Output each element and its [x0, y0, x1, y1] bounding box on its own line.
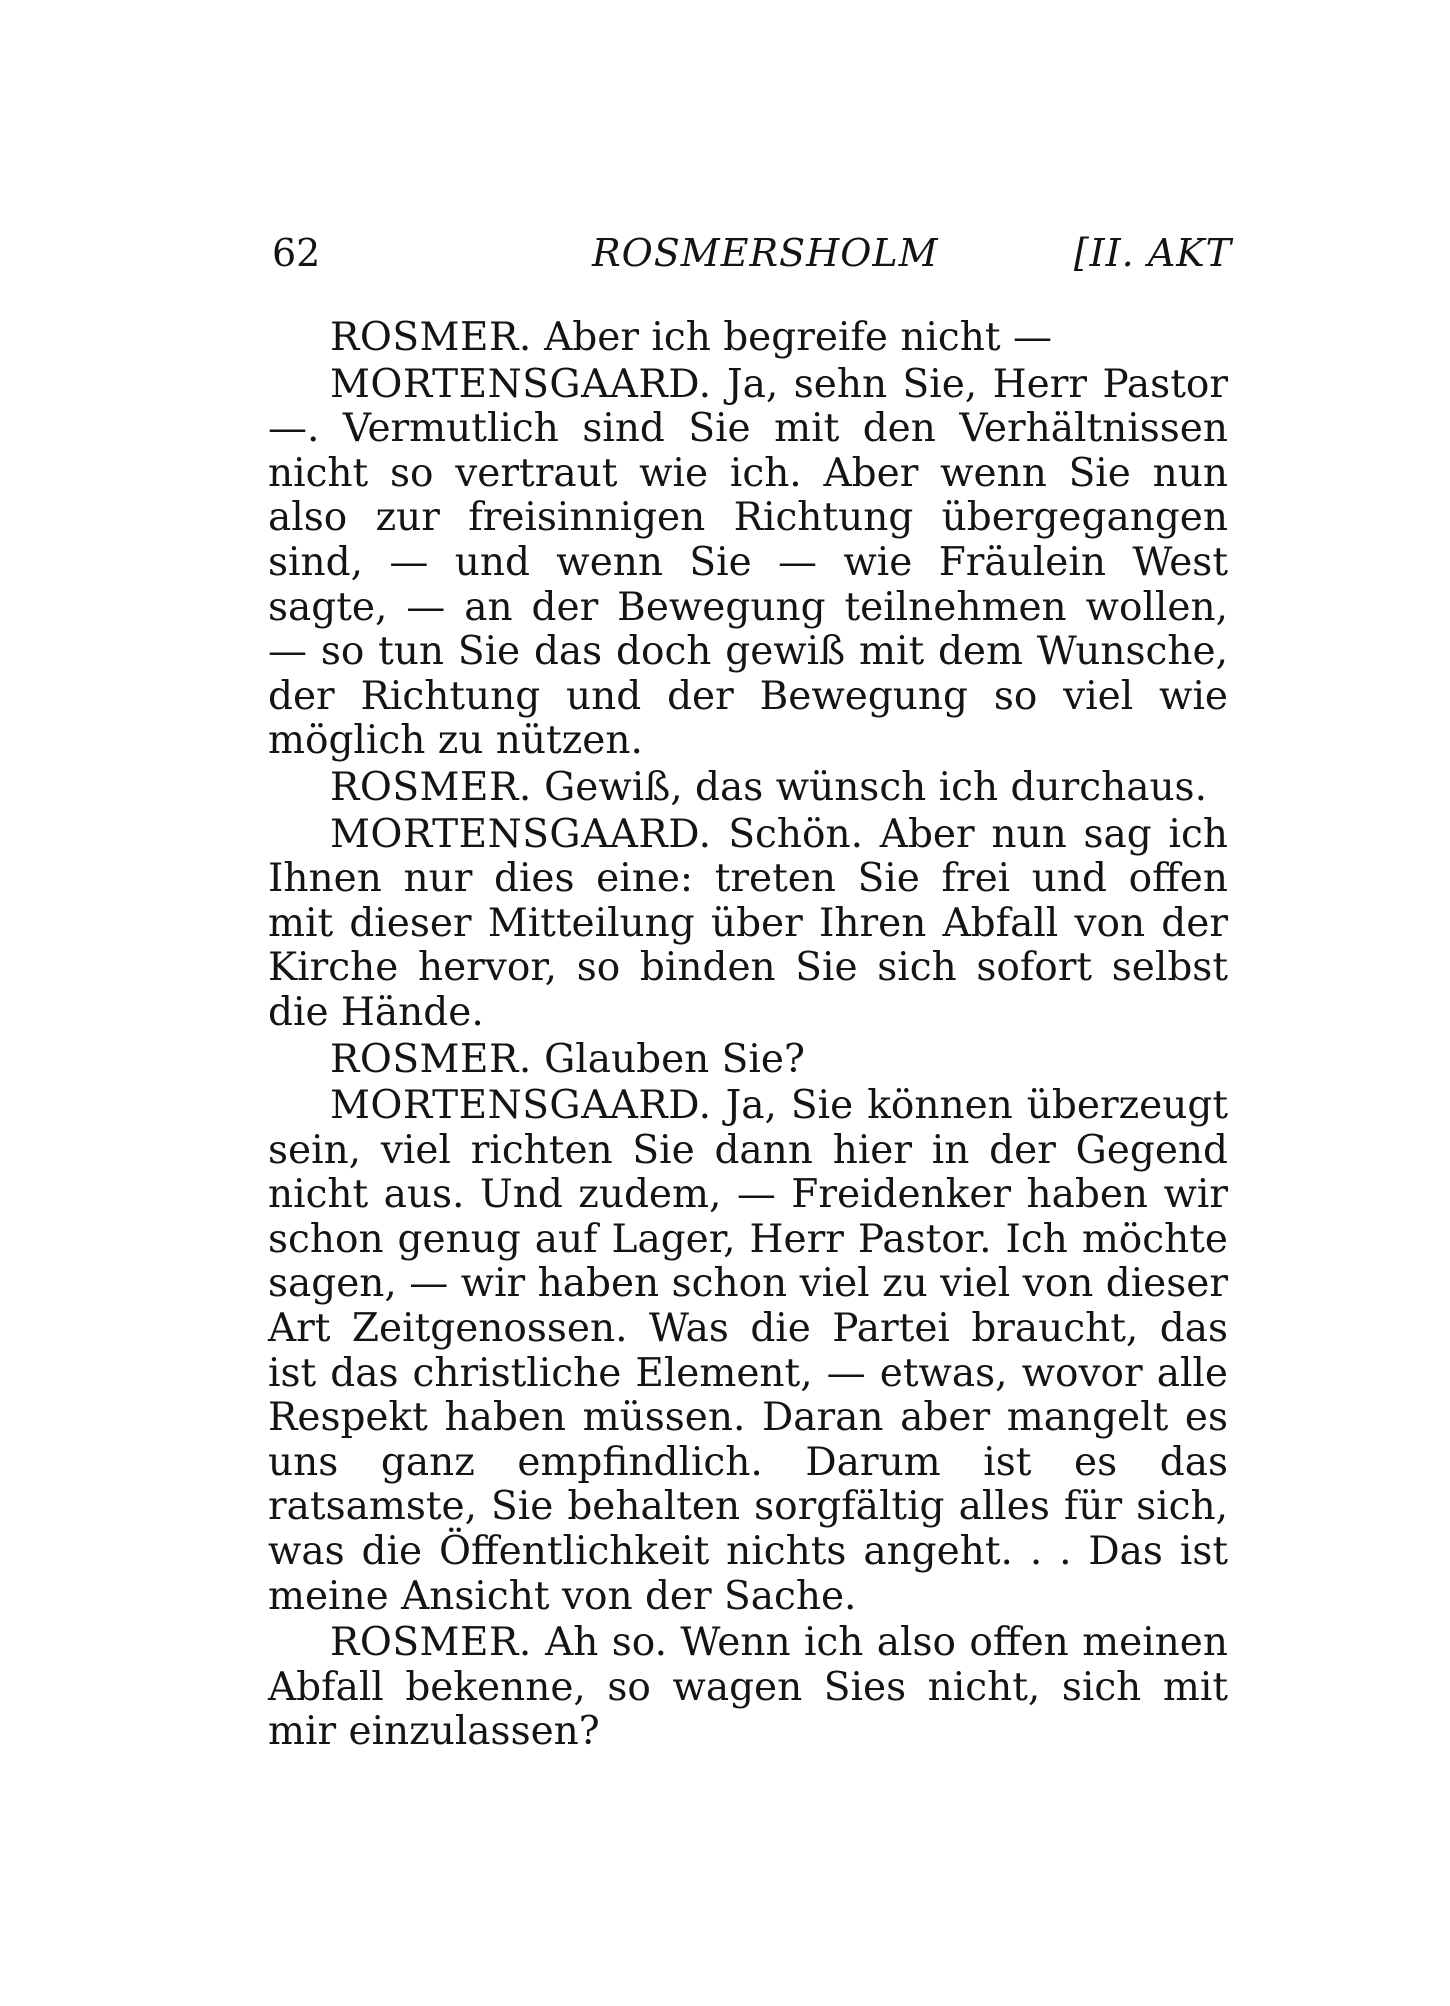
- dialogue-line: Glauben Sie?: [544, 1036, 805, 1082]
- running-title: ROSMERSHOLM: [592, 231, 939, 275]
- dialogue-line: Ja, sehn Sie, Herr Pastor —. Vermutlich sind Sie mit den Verhältnissen nicht so vertraut wie ich. Aber wenn Sie nun also zur freisinnigen Richtung übergegangen sind, — und wenn Sie — wie Fräulein West sagte, — an der Bewegung teilnehmen wollen, — so tun Sie das doch gewiß mit dem Wunsche, der Richtung und der Bewegung so viel wie möglich zu nützen.: [268, 361, 1228, 764]
- dialogue-line: Schön. Aber nun sag ich Ihnen nur dies eine: treten Sie frei und offen mit dieser Mitteilung über Ihren Abfall von der Kirche hervor, so binden Sie sich sofort selbst die Hände.: [268, 811, 1228, 1035]
- page-header: [272, 228, 1232, 278]
- dialogue-paragraph: [268, 316, 1228, 361]
- dialogue-line: Aber ich begreife nicht —: [544, 315, 1052, 360]
- speaker-name: ROSMER.: [330, 1036, 532, 1082]
- speaker-name: ROSMER.: [330, 764, 532, 810]
- speaker-name: MORTENSGAARD.: [330, 361, 712, 407]
- dialogue-paragraph: [268, 363, 1228, 764]
- speaker-name: ROSMER.: [330, 315, 532, 360]
- dialogue-paragraph: [268, 1038, 1228, 1083]
- speaker-name: ROSMER.: [330, 1620, 532, 1666]
- dialogue-text: [268, 316, 1228, 1757]
- dialogue-line: Ja, Sie können überzeugt sein, viel richten Sie dann hier in der Gegend nicht aus. Und zudem, — Freidenker haben wir schon genug auf Lager, Herr Pastor. Ich möchte sagen, — wir haben schon viel zu viel von dieser Art Zeitgenossen. Was die Partei braucht, das ist das christliche Element, — etwas, wovor alle Respekt haben müssen. Daran aber mangelt es uns ganz empfindlich. Darum ist es das ratsamste, Sie behalten sorgfältig alles für sich, was die Öffentlichkeit nichts angeht. . . Das ist meine Ansicht von der Sache.: [268, 1083, 1228, 1619]
- speaker-name: MORTENSGAARD.: [330, 1083, 712, 1129]
- dialogue-line: Gewiß, das wünsch ich durchaus.: [544, 764, 1207, 810]
- dialogue-line: Ah so. Wenn ich also offen meinen Abfall bekenne, so wagen Sies nicht, sich mit mir einzulassen?: [268, 1620, 1228, 1755]
- dialogue-paragraph: [268, 766, 1228, 811]
- page-number: 62: [272, 231, 321, 275]
- dialogue-paragraph: [268, 813, 1228, 1036]
- dialogue-paragraph: [268, 1621, 1228, 1755]
- speaker-name: MORTENSGAARD.: [330, 811, 712, 857]
- dialogue-paragraph: [268, 1084, 1228, 1619]
- act-label: [II. AKT: [1073, 231, 1232, 275]
